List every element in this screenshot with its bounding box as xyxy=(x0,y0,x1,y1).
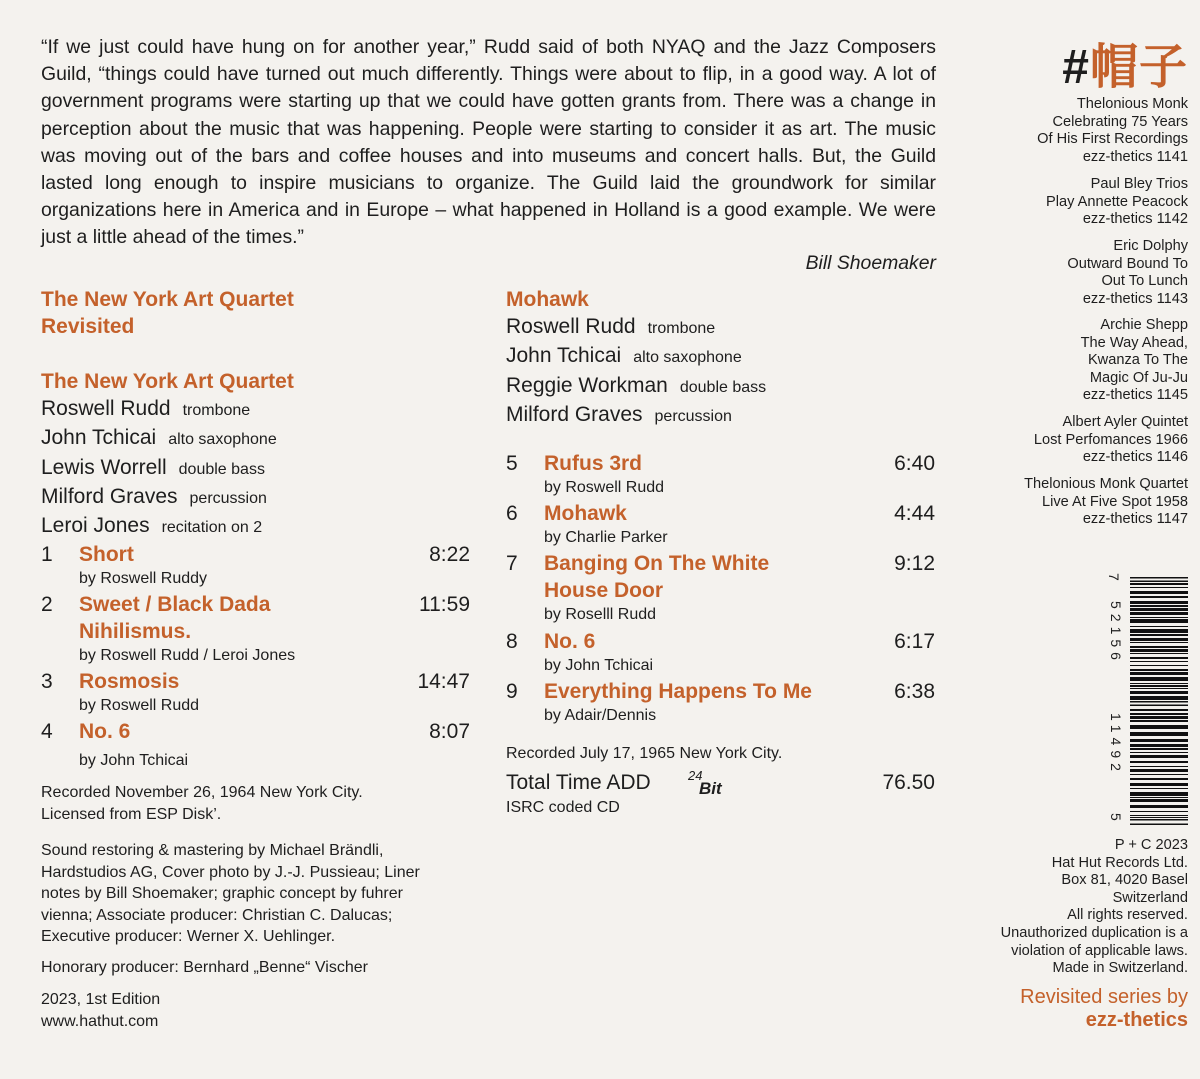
barcode-digit: 7 xyxy=(1106,573,1122,581)
track-time: 14:47 xyxy=(417,670,470,693)
catalog-line: ezz-thetics 1145 xyxy=(1082,387,1188,404)
barcode-bar xyxy=(1130,755,1188,758)
production-credits: Sound restoring & mastering by Michael Brändli, Hardstudios AG, Cover photo by J.-J. Pussieau; Liner notes by Bill Shoemaker; graphic concept by fuhrer vienna; Associate producer: Christian C. Dalucas; Executive producer: Werner X. Uehlinger. xyxy=(41,842,420,945)
barcode-bar xyxy=(1130,778,1188,780)
edition-info xyxy=(41,989,160,1032)
barcode-bar xyxy=(1130,769,1188,772)
catalog-line: Eric Dolphy xyxy=(1113,238,1188,254)
barcode-bar xyxy=(1130,766,1188,767)
catalog-line: Albert Ayler Quintet xyxy=(1062,414,1188,430)
track-row xyxy=(506,500,935,550)
recording-info-1964 xyxy=(41,782,363,825)
barcode-bar xyxy=(1130,761,1188,763)
catalog-line: Outward Bound To xyxy=(1067,255,1188,272)
bit-depth-label: Bit xyxy=(699,779,722,798)
catalog-entry xyxy=(1046,176,1188,229)
barcode-bar xyxy=(1130,629,1188,633)
barcode-bar xyxy=(1130,783,1188,786)
musician-instrument: trombone xyxy=(182,402,251,419)
musician xyxy=(41,512,277,541)
barcode xyxy=(1108,575,1188,830)
track-title: Mohawk xyxy=(544,502,627,525)
total-time-row xyxy=(506,768,935,799)
barcode-bar xyxy=(1130,669,1188,671)
series-label: Revisited series by xyxy=(1020,986,1188,1008)
track-row xyxy=(506,678,935,728)
musician-name: Roswell Rudd xyxy=(41,397,171,420)
musician-instrument: percussion xyxy=(654,407,732,425)
musician xyxy=(506,313,766,342)
track-composer: by Roswell Rudd xyxy=(79,697,200,714)
barcode-bar xyxy=(1130,799,1188,802)
barcode-bar xyxy=(1130,677,1188,681)
bit-depth-number: 24 xyxy=(688,768,703,783)
track-title-cont: House Door xyxy=(544,579,664,602)
barcode-bar xyxy=(1130,642,1188,643)
track-composer: by John Tchicai xyxy=(544,657,654,674)
track-number: 7 xyxy=(506,552,518,575)
musician-name: John Tchicai xyxy=(506,344,622,368)
track-title: Banging On The White xyxy=(544,552,770,575)
catalog-entry xyxy=(1081,317,1188,405)
catalog-line: ezz-thetics 1146 xyxy=(1082,449,1188,466)
catalog-line: Archie Shepp xyxy=(1100,317,1188,333)
honorary-producer: Honorary producer: Bernhard „Benne“ Vischer xyxy=(41,959,368,976)
barcode-digit-group: 11492 xyxy=(1108,713,1124,776)
barcode-bar xyxy=(1130,744,1188,747)
musician-instrument: double bass xyxy=(679,378,767,396)
track-title: Rufus 3rd xyxy=(544,452,643,475)
musician-instrument: alto saxophone xyxy=(168,431,277,449)
hat-hut-logo xyxy=(1062,28,1188,97)
musician xyxy=(506,342,766,371)
catalog-entry xyxy=(1067,238,1188,308)
liner-notes-quote: “If we just could have hung on for another year,” Rudd said of both NYAQ and the Jazz Composers Guild, “things could have turned out much differently. Things were about to flip, in a good way. A lot of government programs were starting up that we could have gotten grants from. There was a change in perception about the music that was happening. People were starting to consider it as art. The music was moving out of the bars and coffee houses and into museums and concert halls. But, the Guild lasted long enough to inspire musicians to organize. The Guild laid the groundwork for similar organizations here in America and in Europe – what happened in Holland is a good example. We were just a little ahead of the times.” xyxy=(41,36,936,249)
barcode-bar xyxy=(1130,732,1188,736)
total-time-value: 76.50 xyxy=(882,771,935,794)
barcode-bar xyxy=(1130,774,1188,775)
musician-instrument: trombone xyxy=(647,320,716,337)
barcode-bar xyxy=(1130,739,1188,742)
track-row xyxy=(41,718,470,773)
track-number: 2 xyxy=(41,593,53,616)
track-composer: by Charlie Parker xyxy=(544,529,668,546)
series-credit xyxy=(1020,986,1188,1032)
rights-line: P + C 2023 xyxy=(1114,837,1188,853)
barcode-bar xyxy=(1130,619,1188,623)
barcode-bar xyxy=(1130,720,1188,722)
track-number: 5 xyxy=(506,452,518,475)
barcode-bar xyxy=(1130,824,1188,826)
rights-line: Hat Hut Records Ltd. xyxy=(1051,854,1188,871)
rights-line: Unauthorized duplication is a xyxy=(1000,924,1188,941)
track-row xyxy=(506,628,935,678)
track-row xyxy=(41,591,470,669)
track-composer: by Roswell Rudd xyxy=(544,479,665,496)
barcode-bar xyxy=(1130,819,1188,821)
barcode-bar xyxy=(1130,649,1188,652)
track-time: 8:07 xyxy=(429,720,470,743)
catalog-line: Paul Bley Trios xyxy=(1090,176,1188,192)
barcode-bar xyxy=(1130,577,1188,579)
musician-name: John Tchicai xyxy=(41,426,157,450)
track-number: 4 xyxy=(41,720,53,743)
catalog-line: Kwanza To The xyxy=(1087,352,1188,369)
quote-author: Bill Shoemaker xyxy=(805,252,936,274)
rights-line: Made in Switzerland. xyxy=(1052,960,1188,977)
track-composer: by Adair/Dennis xyxy=(544,707,657,724)
barcode-bar xyxy=(1130,817,1188,818)
barcode-bar xyxy=(1130,583,1188,585)
barcode-bar xyxy=(1130,748,1188,750)
catalog-line: Play Annette Peacock xyxy=(1046,193,1188,210)
track-number: 6 xyxy=(506,502,518,525)
isrc-note: ISRC coded CD xyxy=(506,799,620,816)
website: www.hathut.com xyxy=(41,1012,159,1030)
rights-line: Switzerland xyxy=(1112,889,1188,906)
barcode-bar xyxy=(1130,696,1188,700)
edition: 2023, 1st Edition xyxy=(41,991,161,1008)
band-name-mohawk: Mohawk xyxy=(506,288,589,311)
musician xyxy=(41,424,277,453)
musician xyxy=(41,395,277,424)
rights-line: violation of applicable laws. xyxy=(1011,942,1188,959)
barcode-bar xyxy=(1130,653,1188,654)
barcode-bar xyxy=(1130,683,1188,684)
license-note: Licensed from ESP Disk’. xyxy=(41,805,222,823)
barcode-bar xyxy=(1130,811,1188,812)
musician-name: Reggie Workman xyxy=(506,373,668,397)
barcode-bar xyxy=(1130,634,1188,636)
track-time: 11:59 xyxy=(419,593,470,616)
barcode-bar xyxy=(1130,815,1188,816)
catalog-line: ezz-thetics 1141 xyxy=(1082,148,1188,165)
barcode-bar xyxy=(1130,661,1188,662)
album-title-line-1: The New York Art Quartet xyxy=(41,288,294,311)
barcode-bar xyxy=(1130,638,1188,641)
catalog-line: Magic Of Ju-Ju xyxy=(1089,369,1188,386)
barcode-bar xyxy=(1130,688,1188,689)
musician xyxy=(506,372,766,401)
track-number: 3 xyxy=(41,670,53,693)
musician-name: Leroi Jones xyxy=(41,514,150,538)
barcode-bar xyxy=(1130,608,1188,611)
catalog-line: Lost Perfomances 1966 xyxy=(1033,431,1188,448)
musician-name: Lewis Worrell xyxy=(41,455,167,479)
recording-date: Recorded November 26, 1964 New York City. xyxy=(41,784,363,801)
barcode-digits xyxy=(1108,575,1122,830)
barcode-bar xyxy=(1130,709,1188,711)
barcode-bar xyxy=(1130,657,1188,659)
barcode-bar xyxy=(1130,691,1188,694)
barcode-bar xyxy=(1130,716,1188,719)
musician xyxy=(41,454,277,483)
catalog-line: Celebrating 75 Years xyxy=(1052,113,1188,130)
musician xyxy=(41,483,277,512)
recording-info-1965: Recorded July 17, 1965 New York City. xyxy=(506,745,783,762)
barcode-bar xyxy=(1130,672,1188,675)
barcode-bar xyxy=(1130,705,1188,707)
barcode-bar xyxy=(1130,752,1188,753)
barcode-bar xyxy=(1130,591,1188,594)
barcode-bar xyxy=(1130,581,1188,583)
catalog-line: ezz-thetics 1147 xyxy=(1082,511,1188,528)
catalog-entry xyxy=(1034,414,1188,467)
track-time: 4:44 xyxy=(894,502,935,525)
musician-instrument: alto saxophone xyxy=(633,349,742,367)
track-number: 8 xyxy=(506,630,518,653)
track-title: Everything Happens To Me xyxy=(544,680,812,703)
musician xyxy=(506,401,766,430)
logo-hash: # xyxy=(1062,41,1090,94)
total-time-label: Total Time ADD xyxy=(506,771,651,794)
track-title: No. 6 xyxy=(544,630,596,653)
track-title: Rosmosis xyxy=(79,670,180,693)
track-time: 6:40 xyxy=(894,452,935,475)
track-time: 6:38 xyxy=(894,680,935,703)
catalog-line: Of His First Recordings xyxy=(1037,131,1188,148)
rights-line: All rights reserved. xyxy=(1067,907,1188,924)
catalog-line: Live At Five Spot 1958 xyxy=(1041,493,1188,510)
mohawk-lineup xyxy=(506,313,766,430)
track-title-cont: Nihilismus. xyxy=(79,620,192,643)
barcode-bar xyxy=(1130,805,1188,808)
barcode-digit: 5 xyxy=(1108,813,1124,821)
barcode-bar xyxy=(1130,685,1188,687)
musician-name: Roswell Rudd xyxy=(506,315,636,338)
barcode-bar xyxy=(1130,626,1188,627)
musician-name: Milford Graves xyxy=(41,484,178,508)
musician-instrument: recitation on 2 xyxy=(161,519,263,537)
catalog-line: ezz-thetics 1142 xyxy=(1082,211,1188,228)
track-composer: by Roswell Ruddy xyxy=(79,570,208,587)
track-title: No. 6 xyxy=(79,720,131,743)
nyaq-lineup xyxy=(41,395,277,541)
catalog-line: The Way Ahead, xyxy=(1080,334,1188,351)
barcode-bar xyxy=(1130,792,1188,796)
track-time: 9:12 xyxy=(894,552,935,575)
catalog-line: ezz-thetics 1143 xyxy=(1082,290,1188,307)
track-composer: by Roswell Rudd / Leroi Jones xyxy=(79,647,296,664)
musician-instrument: percussion xyxy=(189,489,267,507)
track-title: Sweet / Black Dada xyxy=(79,593,271,616)
track-composer: by Roselll Rudd xyxy=(544,606,657,623)
musician-instrument: double bass xyxy=(178,460,265,478)
logo-hat-characters: 帽子 xyxy=(1089,41,1188,94)
barcode-bar xyxy=(1130,612,1188,615)
rights-notice xyxy=(1001,837,1188,978)
barcode-bar xyxy=(1130,596,1188,598)
barcode-bar xyxy=(1130,601,1188,604)
barcode-bar xyxy=(1130,797,1188,798)
track-row xyxy=(41,668,470,718)
album-title-line-2: Revisited xyxy=(41,315,135,338)
series-brand: ezz-thetics xyxy=(1085,1009,1188,1031)
band-name-nyaq: The New York Art Quartet xyxy=(41,370,294,393)
catalog-line: Thelonious Monk xyxy=(1076,96,1188,112)
barcode-bar xyxy=(1130,665,1188,666)
barcode-bar xyxy=(1130,617,1188,618)
album-title xyxy=(41,286,294,340)
catalog-line: Thelonious Monk Quartet xyxy=(1024,476,1188,492)
barcode-bar xyxy=(1130,788,1188,789)
barcode-bar xyxy=(1130,605,1188,607)
barcode-bar xyxy=(1130,701,1188,703)
catalog-entry xyxy=(1024,476,1188,529)
rights-line: Box 81, 4020 Basel xyxy=(1061,872,1188,889)
catalog-entry xyxy=(1037,96,1188,166)
barcode-bar xyxy=(1130,713,1188,715)
barcode-bar xyxy=(1130,587,1188,588)
track-title: Short xyxy=(79,543,134,566)
barcode-digit-group: 52156 xyxy=(1108,601,1124,665)
track-row xyxy=(41,541,470,591)
musician-name: Milford Graves xyxy=(506,402,643,426)
track-number: 9 xyxy=(506,680,518,703)
track-time: 6:17 xyxy=(894,630,935,653)
catalog-line: Out To Lunch xyxy=(1101,273,1188,290)
track-number: 1 xyxy=(41,543,53,566)
track-row xyxy=(506,550,935,628)
track-row xyxy=(506,450,935,500)
barcode-bar xyxy=(1130,725,1188,729)
track-time: 8:22 xyxy=(429,543,470,566)
track-composer: by John Tchicai xyxy=(79,752,189,769)
barcode-bar xyxy=(1130,646,1188,648)
